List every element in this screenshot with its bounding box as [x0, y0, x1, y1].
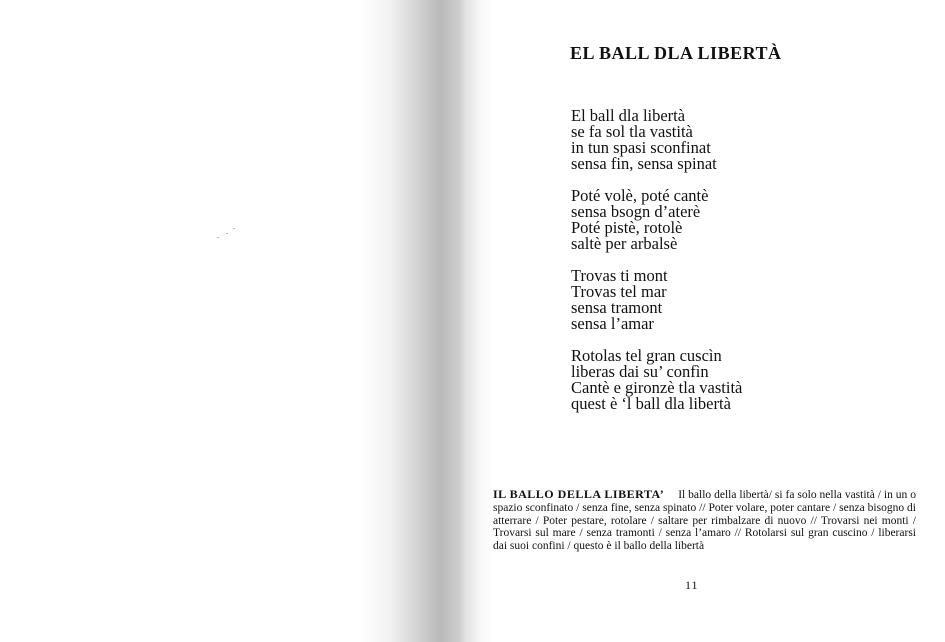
paper-speck [217, 237, 219, 238]
poem-line: Cantè e gironzè tla vastità [571, 378, 743, 397]
poem-stanza [571, 268, 901, 332]
paper-speck [233, 228, 235, 229]
poem-line: sensa tramont [571, 298, 663, 317]
poem-line: se fa sol tla vastità [571, 122, 693, 141]
poem-stanza [571, 188, 901, 252]
poem-line: Poté volè, poté cantè [571, 186, 709, 205]
poem-line: saltè per arbalsè [571, 234, 678, 253]
poem-line: quest è ‘l ball dla libertà [571, 394, 731, 413]
poem-line: Trovas tel mar [571, 282, 667, 301]
poem-line: Rotolas tel gran cuscìn [571, 346, 722, 365]
poem-line: El ball dla libertà [571, 106, 686, 125]
poem-line: Trovas ti mont [571, 266, 668, 285]
poem-line: sensa l’amar [571, 314, 654, 333]
paper-speck [226, 233, 228, 234]
poem-body [571, 108, 901, 428]
poem-line: liberas dai su’ confìn [571, 362, 709, 381]
translation-text: Il ballo della libertà/ si fa solo nella vastità / in un o spazio sconfinato / senza fine, senza spinato // Poter volare, poter cantare / senza bisogno di atterrare / Poter pestare, rotolare / saltare per rimbalzare di nuovo // Trovarsi nei monti / Trovarsi sul mare / senza tramonti / senza l’amaro // Rotolarsi sul gran cuscino / liberarsi dai suoi confini / questo è il ballo della libertà [493, 489, 916, 553]
poem-stanza [571, 348, 901, 412]
page-number: 11 [685, 578, 699, 592]
left-page-blank [0, 0, 468, 642]
translation-paragraph [493, 488, 916, 553]
poem-stanza [571, 108, 901, 172]
translation-title: IL BALLO DELLA LIBERTA’ [493, 487, 665, 501]
poem-line: Poté pistè, rotolè [571, 218, 683, 237]
poem-line: sensa fin, sensa spinat [571, 154, 717, 173]
poem-title: EL BALL DLA LIBERTÀ [570, 43, 782, 63]
poem-line: in tun spasi sconfinat [571, 138, 711, 157]
poem-line: sensa bsogn d’aterè [571, 202, 701, 221]
